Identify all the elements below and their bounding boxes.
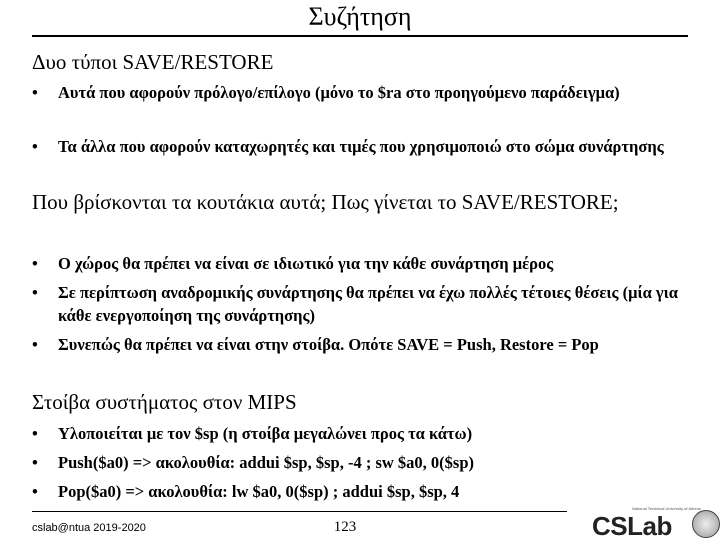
bullet-text: Pop($a0) => ακολουθία: lw $a0, 0($sp) ; addui $sp, $sp, 4	[58, 482, 460, 501]
bullet-item	[32, 422, 692, 445]
bullet-text: Τα άλλα που αφορούν καταχωρητές και τιμές που χρησιμοποιώ στο σώμα συνάρτησης	[58, 137, 664, 156]
bullet-text: Υλοποιείται με τον $sp (η στοίβα μεγαλώνει προς τα κάτω)	[58, 424, 473, 443]
bullet-item	[32, 135, 692, 158]
logo-wordmark: CSLab	[592, 511, 672, 541]
title-divider	[32, 35, 688, 37]
bullet-icon: •	[32, 482, 38, 501]
bullet-icon: •	[32, 137, 38, 156]
logo-tagline: National Technical University of Athens	[632, 506, 701, 511]
bullet-icon: •	[32, 424, 38, 443]
bullet-text: Συνεπώς θα πρέπει να είναι στην στοίβα. Οπότε SAVE = Push, Restore = Pop	[58, 335, 599, 354]
bullet-item	[32, 333, 692, 356]
bullet-icon: •	[32, 453, 38, 472]
footer-course-label: cslab@ntua 2019-2020	[32, 522, 146, 534]
university-seal-icon	[692, 510, 720, 538]
bullet-item	[32, 451, 692, 474]
section-heading-2: Που βρίσκονται τα κουτάκια αυτά; Πως γίνεται το SAVE/RESTORE;	[32, 190, 619, 214]
slide-title: Συζήτηση	[308, 2, 412, 31]
bullet-icon: •	[32, 254, 38, 273]
cslab-logo	[572, 505, 720, 540]
page-number: 123	[333, 519, 357, 535]
bullet-text: Αυτά που αφορούν πρόλογο/επίλογο (μόνο το $ra στο προηγούμενο παράδειγμα)	[58, 83, 620, 102]
bullet-item	[32, 480, 692, 503]
bullet-icon: •	[32, 335, 38, 354]
section-heading-1: Δυο τύποι SAVE/RESTORE	[32, 50, 274, 74]
bullet-icon: •	[32, 283, 38, 302]
section-heading-3: Στοίβα συστήματος στον MIPS	[32, 390, 297, 414]
bullet-text: Ο χώρος θα πρέπει να είναι σε ιδιωτικό για την κάθε συνάρτηση μέρος	[58, 254, 554, 273]
bullet-item	[32, 81, 692, 104]
footer-divider	[32, 511, 567, 512]
bullet-icon: •	[32, 83, 38, 102]
bullet-item	[32, 252, 692, 275]
bullet-text: Push($a0) => ακολουθία: addui $sp, $sp, -4 ; sw $a0, 0($sp)	[58, 453, 474, 472]
bullet-text: Σε περίπτωση αναδρομικής συνάρτησης θα πρέπει να έχω πολλές τέτοιες θέσεις (μία για κάθε ενεργοποίηση της συνάρτησης)	[58, 283, 678, 325]
bullet-item	[32, 281, 692, 327]
